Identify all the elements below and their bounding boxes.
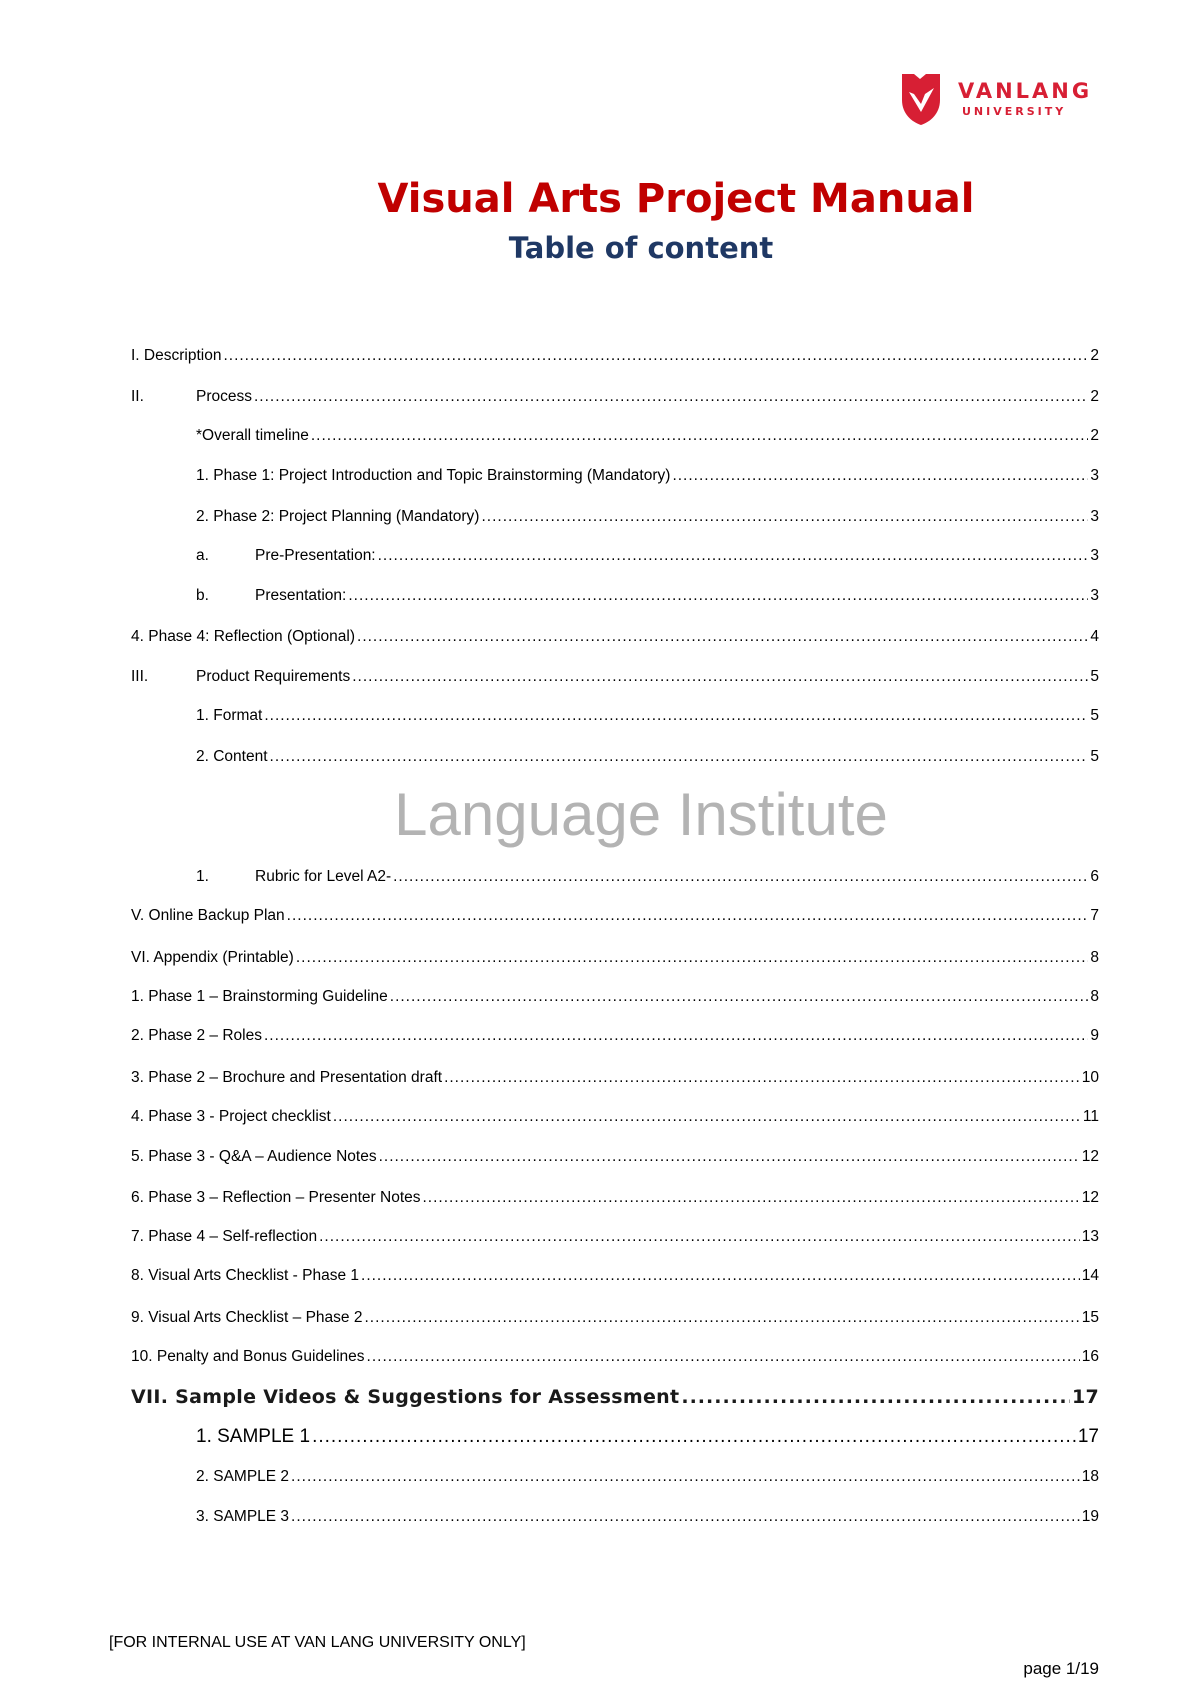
toc-entry[interactable]	[131, 666, 1099, 688]
toc-entry[interactable]	[131, 1146, 1099, 1168]
toc-entry-page[interactable]: 17	[1077, 1426, 1099, 1447]
dot-leader	[348, 585, 1088, 607]
toc-heading: Table of content	[508, 231, 774, 265]
svg-text:UNIVERSITY: UNIVERSITY	[962, 105, 1067, 118]
dot-leader	[352, 666, 1088, 688]
toc-entry[interactable]	[131, 866, 1099, 888]
toc-entry-label[interactable]: 4. Phase 3 - Project checklist	[131, 1108, 331, 1125]
dot-leader	[264, 705, 1088, 727]
dot-leader	[379, 1146, 1080, 1168]
toc-entry-page[interactable]: 5	[1090, 668, 1099, 685]
toc-entry-label[interactable]: Product Requirements	[196, 668, 351, 685]
vanlang-university-logo	[900, 70, 1105, 126]
toc-entry-page[interactable]: 5	[1090, 707, 1099, 724]
toc-entry-page[interactable]: 13	[1081, 1228, 1099, 1245]
dot-leader	[364, 1307, 1079, 1329]
toc-entry[interactable]	[131, 1307, 1099, 1329]
toc-entry-marker: III.	[131, 668, 149, 685]
dot-leader	[393, 866, 1088, 888]
toc-entry-label[interactable]: VI. Appendix (Printable)	[131, 949, 294, 966]
toc-entry-label[interactable]: 1. Phase 1: Project Introduction and Topic Brainstorming (Mandatory)	[196, 467, 671, 484]
toc-entry-label[interactable]: 1. Phase 1 – Brainstorming Guideline	[131, 988, 388, 1005]
dot-leader	[291, 1506, 1080, 1528]
toc-entry-page[interactable]: 8	[1090, 949, 1099, 966]
toc-entry-label[interactable]: 9. Visual Arts Checklist – Phase 2	[131, 1309, 363, 1326]
toc-entry-label[interactable]: 3. Phase 2 – Brochure and Presentation draft	[131, 1069, 443, 1086]
toc-entry-label[interactable]: 7. Phase 4 – Self-reflection	[131, 1228, 318, 1245]
toc-entry[interactable]	[131, 545, 1099, 567]
dot-leader	[311, 425, 1089, 447]
toc-entry-page[interactable]: 17	[1071, 1386, 1099, 1408]
toc-entry[interactable]	[131, 345, 1099, 367]
toc-entry-page[interactable]: 14	[1081, 1267, 1099, 1284]
toc-entry-page[interactable]: 2	[1090, 388, 1099, 405]
toc-entry[interactable]	[131, 746, 1099, 768]
dot-leader	[444, 1067, 1080, 1089]
dot-leader	[291, 1466, 1080, 1488]
toc-entry[interactable]	[131, 1466, 1099, 1488]
toc-entry-label[interactable]: Presentation:	[255, 587, 347, 604]
toc-entry[interactable]	[131, 1106, 1099, 1128]
toc-entry-page[interactable]: 15	[1081, 1309, 1099, 1326]
dot-leader	[223, 345, 1088, 367]
toc-entry[interactable]	[131, 1506, 1099, 1528]
toc-entry-page[interactable]: 7	[1090, 907, 1099, 924]
dot-leader	[672, 465, 1088, 487]
toc-entry-label[interactable]: I. Description	[131, 347, 222, 364]
toc-entry-page[interactable]: 19	[1081, 1508, 1099, 1525]
toc-entry-label[interactable]: V. Online Backup Plan	[131, 907, 285, 924]
toc-entry[interactable]	[131, 1265, 1099, 1287]
toc-entry[interactable]	[131, 506, 1099, 528]
toc-entry[interactable]	[131, 585, 1099, 607]
document-title: Visual Arts Project Manual	[377, 176, 975, 222]
toc-entry-page[interactable]: 8	[1090, 988, 1099, 1005]
toc-entry-page[interactable]: 3	[1090, 467, 1099, 484]
toc-entry-label[interactable]: 3. SAMPLE 3	[196, 1508, 290, 1525]
toc-entry-page[interactable]: 6	[1090, 868, 1099, 885]
toc-entry[interactable]	[131, 947, 1099, 969]
toc-entry-label[interactable]: 2. SAMPLE 2	[196, 1468, 290, 1485]
toc-entry[interactable]	[131, 1346, 1099, 1368]
toc-entry[interactable]	[131, 905, 1099, 927]
toc-entry-label[interactable]: 6. Phase 3 – Reflection – Presenter Notes	[131, 1189, 421, 1206]
toc-entry-marker: b.	[196, 587, 209, 604]
page-number: page 1/19	[1023, 1659, 1099, 1678]
watermark: Language Institute	[394, 781, 888, 848]
toc-entry-page[interactable]: 12	[1081, 1148, 1099, 1165]
dot-leader	[254, 386, 1088, 408]
toc-entry[interactable]	[131, 705, 1099, 727]
toc-entry[interactable]	[131, 1386, 1099, 1408]
toc-entry-page[interactable]: 3	[1090, 547, 1099, 564]
toc-entry-label[interactable]: 2. Phase 2 – Roles	[131, 1027, 262, 1044]
svg-text:VANLANG: VANLANG	[958, 79, 1093, 103]
toc-entry-label[interactable]: 5. Phase 3 - Q&A – Audience Notes	[131, 1148, 377, 1165]
toc-entry-page[interactable]: 12	[1081, 1189, 1099, 1206]
toc-entry-page[interactable]: 11	[1082, 1108, 1099, 1125]
toc-entry-marker: a.	[196, 547, 209, 564]
dot-leader	[357, 626, 1088, 648]
dot-leader	[481, 506, 1088, 528]
footer-notice: [FOR INTERNAL USE AT VAN LANG UNIVERSITY ONLY]	[109, 1634, 526, 1651]
toc-entry-page[interactable]: 3	[1090, 508, 1099, 525]
dot-leader	[361, 1265, 1080, 1287]
toc-entry-label[interactable]: VII. Sample Videos & Suggestions for Assessment	[131, 1386, 680, 1408]
toc-entry-page[interactable]: 5	[1090, 748, 1099, 765]
toc-entry-label[interactable]: 10. Penalty and Bonus Guidelines	[131, 1348, 365, 1365]
toc-entry-marker: 1.	[196, 868, 209, 885]
dot-leader	[287, 905, 1089, 927]
dot-leader	[333, 1106, 1081, 1128]
toc-entry-marker: II.	[131, 388, 144, 405]
toc-entry-page[interactable]: 2	[1090, 427, 1099, 444]
toc-entry-label[interactable]: Rubric for Level A2-	[255, 868, 392, 885]
dot-leader	[312, 1426, 1076, 1448]
dot-leader	[390, 986, 1089, 1008]
toc-entry-label[interactable]: 2. Phase 2: Project Planning (Mandatory)	[196, 508, 480, 525]
dot-leader	[681, 1386, 1070, 1408]
dot-leader	[296, 947, 1089, 969]
dot-leader	[367, 1346, 1080, 1368]
toc-entry-page[interactable]: 9	[1090, 1027, 1099, 1044]
toc-entry-label[interactable]: 2. Content	[196, 748, 268, 765]
dot-leader	[319, 1226, 1080, 1248]
toc-entry-label[interactable]: Pre-Presentation:	[255, 547, 376, 564]
dot-leader	[378, 545, 1089, 567]
toc-entry[interactable]	[131, 425, 1099, 447]
toc-entry[interactable]	[131, 986, 1099, 1008]
toc-entry-label[interactable]: *Overall timeline	[196, 427, 309, 444]
toc-entry[interactable]	[131, 386, 1099, 408]
toc-entry[interactable]	[131, 1067, 1099, 1089]
dot-leader	[270, 746, 1089, 768]
toc-entry-label[interactable]: 4. Phase 4: Reflection (Optional)	[131, 628, 356, 645]
toc-entry-page[interactable]: 3	[1090, 587, 1099, 604]
toc-entry-page[interactable]: 10	[1081, 1069, 1099, 1086]
toc-entry[interactable]	[131, 1187, 1099, 1209]
dot-leader	[264, 1025, 1088, 1047]
toc-entry[interactable]	[131, 1226, 1099, 1248]
toc-entry-label[interactable]: 1. Format	[196, 707, 263, 724]
toc-entry-page[interactable]: 16	[1081, 1348, 1099, 1365]
dot-leader	[423, 1187, 1080, 1209]
toc-entry[interactable]	[131, 1025, 1099, 1047]
toc-entry[interactable]	[131, 626, 1099, 648]
toc-entry[interactable]	[131, 465, 1099, 487]
toc-entry-page[interactable]: 4	[1090, 628, 1099, 645]
toc-entry-page[interactable]: 18	[1081, 1468, 1099, 1485]
toc-entry-label[interactable]: 8. Visual Arts Checklist - Phase 1	[131, 1267, 360, 1284]
toc-entry[interactable]	[131, 1426, 1099, 1448]
toc-entry-label[interactable]: 1. SAMPLE 1	[196, 1426, 311, 1447]
toc-entry-page[interactable]: 2	[1090, 347, 1099, 364]
toc-entry-label[interactable]: Process	[196, 388, 252, 405]
